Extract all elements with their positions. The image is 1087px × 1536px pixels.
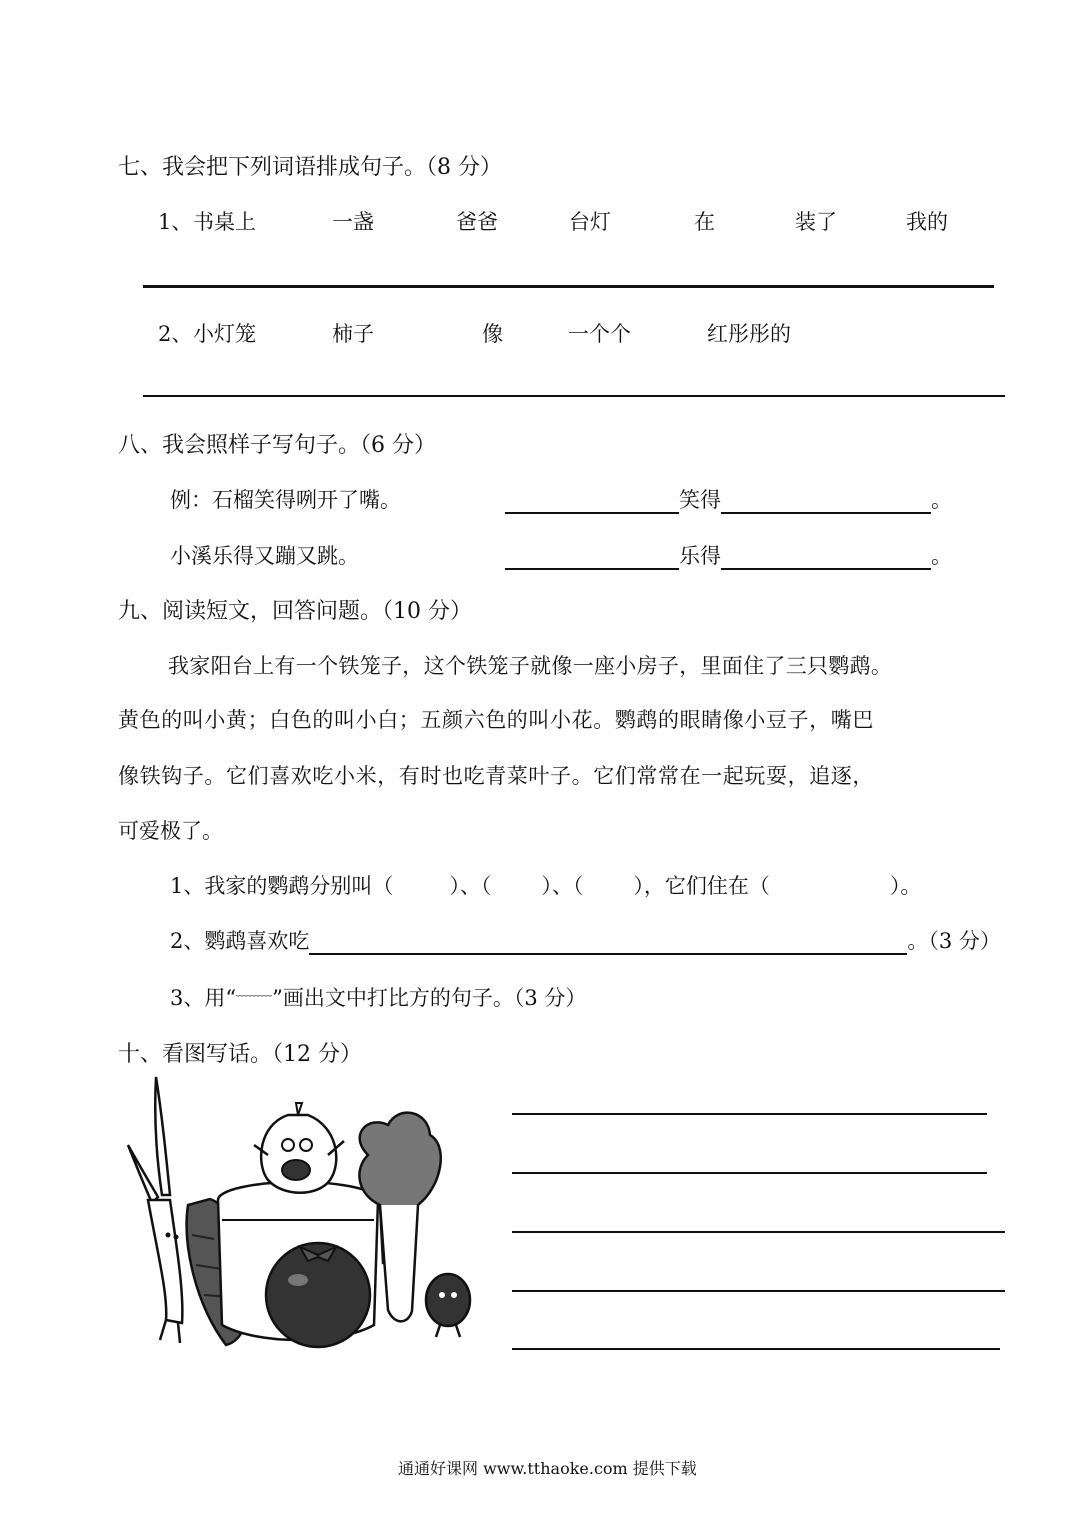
answer-line[interactable]: [143, 395, 1005, 397]
answer-blank[interactable]: [505, 488, 679, 514]
reading-q3: [170, 982, 586, 1012]
q3-text: 3、用“: [170, 986, 237, 1010]
writing-line[interactable]: [512, 1231, 1005, 1233]
vegetables-cartoon-image: [118, 1075, 488, 1365]
word-card: 红彤彤的: [707, 322, 791, 346]
q1-text: ）、（: [541, 874, 584, 898]
eggplant-icon: [426, 1274, 470, 1337]
period: 。: [931, 544, 952, 568]
example-sentence: 例：石榴笑得咧开了嘴。: [170, 488, 401, 512]
tomato-icon: [266, 1243, 370, 1347]
writing-line[interactable]: [512, 1113, 987, 1115]
word-card: 书桌上: [193, 210, 256, 234]
answer-line[interactable]: [143, 285, 994, 288]
onion-character-icon: [254, 1103, 344, 1193]
answer-blank[interactable]: [721, 488, 931, 514]
section-7-title: 七、我会把下列词语排成句子。（8 分）: [118, 155, 502, 180]
passage-line: 像铁钩子。它们喜欢吃小米，有时也吃青菜叶子。它们常常在一起玩耍，追逐，: [118, 764, 874, 788]
q1-text: ）、（: [449, 874, 492, 898]
q3-text: ”画出文中打比方的句子。（3 分）: [272, 986, 587, 1010]
word-card: 装了: [795, 210, 837, 234]
word-card: 在: [694, 210, 715, 234]
wavy-line-symbol: ﹏﹏﹏: [236, 984, 273, 998]
prompt-sentence: 小溪乐得又蹦又跳。: [170, 544, 359, 568]
answer-blank[interactable]: [309, 929, 907, 955]
word-card: 我的: [906, 210, 948, 234]
word-card: 台灯: [569, 210, 611, 234]
reading-q1: [170, 870, 921, 900]
passage-line: 黄色的叫小黄；白色的叫小白；五颜六色的叫小花。鹦鹉的眼睛像小豆子，嘴巴: [118, 708, 874, 732]
answer-blank[interactable]: [721, 544, 931, 570]
section-8-title: 八、我会照样子写句子。（6 分）: [118, 433, 436, 458]
section-9-title: 九、阅读短文，回答问题。（10 分）: [118, 599, 472, 624]
connector-word: 乐得: [679, 544, 721, 568]
q1-text: ）。: [889, 874, 922, 898]
reading-q2: [170, 925, 1001, 955]
period: 。: [931, 488, 952, 512]
word-card: 一盏: [332, 210, 374, 234]
passage-line: 可爱极了。: [118, 819, 223, 843]
writing-line[interactable]: [512, 1348, 1000, 1350]
word-card: 爸爸: [456, 210, 498, 234]
answer-blank[interactable]: [505, 544, 679, 570]
word-card: 柿子: [332, 322, 374, 346]
section-10-title: 十、看图写话。（12 分）: [118, 1042, 362, 1067]
passage-line: 我家阳台上有一个铁笼子，这个铁笼子就像一座小房子，里面住了三只鹦鹉。: [168, 654, 893, 678]
q2-text: 。（3 分）: [907, 929, 1001, 953]
writing-line[interactable]: [512, 1172, 987, 1174]
word-card: 小灯笼: [193, 322, 256, 346]
word-card: 像: [482, 322, 503, 346]
q2-text: 2、鹦鹉喜欢吃: [170, 929, 310, 953]
q1-text: 1、我家的鹦鹉分别叫（: [170, 874, 394, 898]
word-card: 一个个: [568, 322, 631, 346]
q1-text: ），它们住在（: [633, 874, 770, 898]
footer-text: 通通好课网 www.tthaoke.com 提供下载: [398, 1459, 697, 1478]
imitation-row-2: [505, 540, 952, 570]
connector-word: 笑得: [679, 488, 721, 512]
imitation-row-1: [505, 484, 952, 514]
writing-line[interactable]: [512, 1290, 1005, 1292]
question-number: 1、: [158, 210, 193, 234]
green-onion-icon: [128, 1077, 182, 1343]
question-number: 2、: [158, 322, 193, 346]
